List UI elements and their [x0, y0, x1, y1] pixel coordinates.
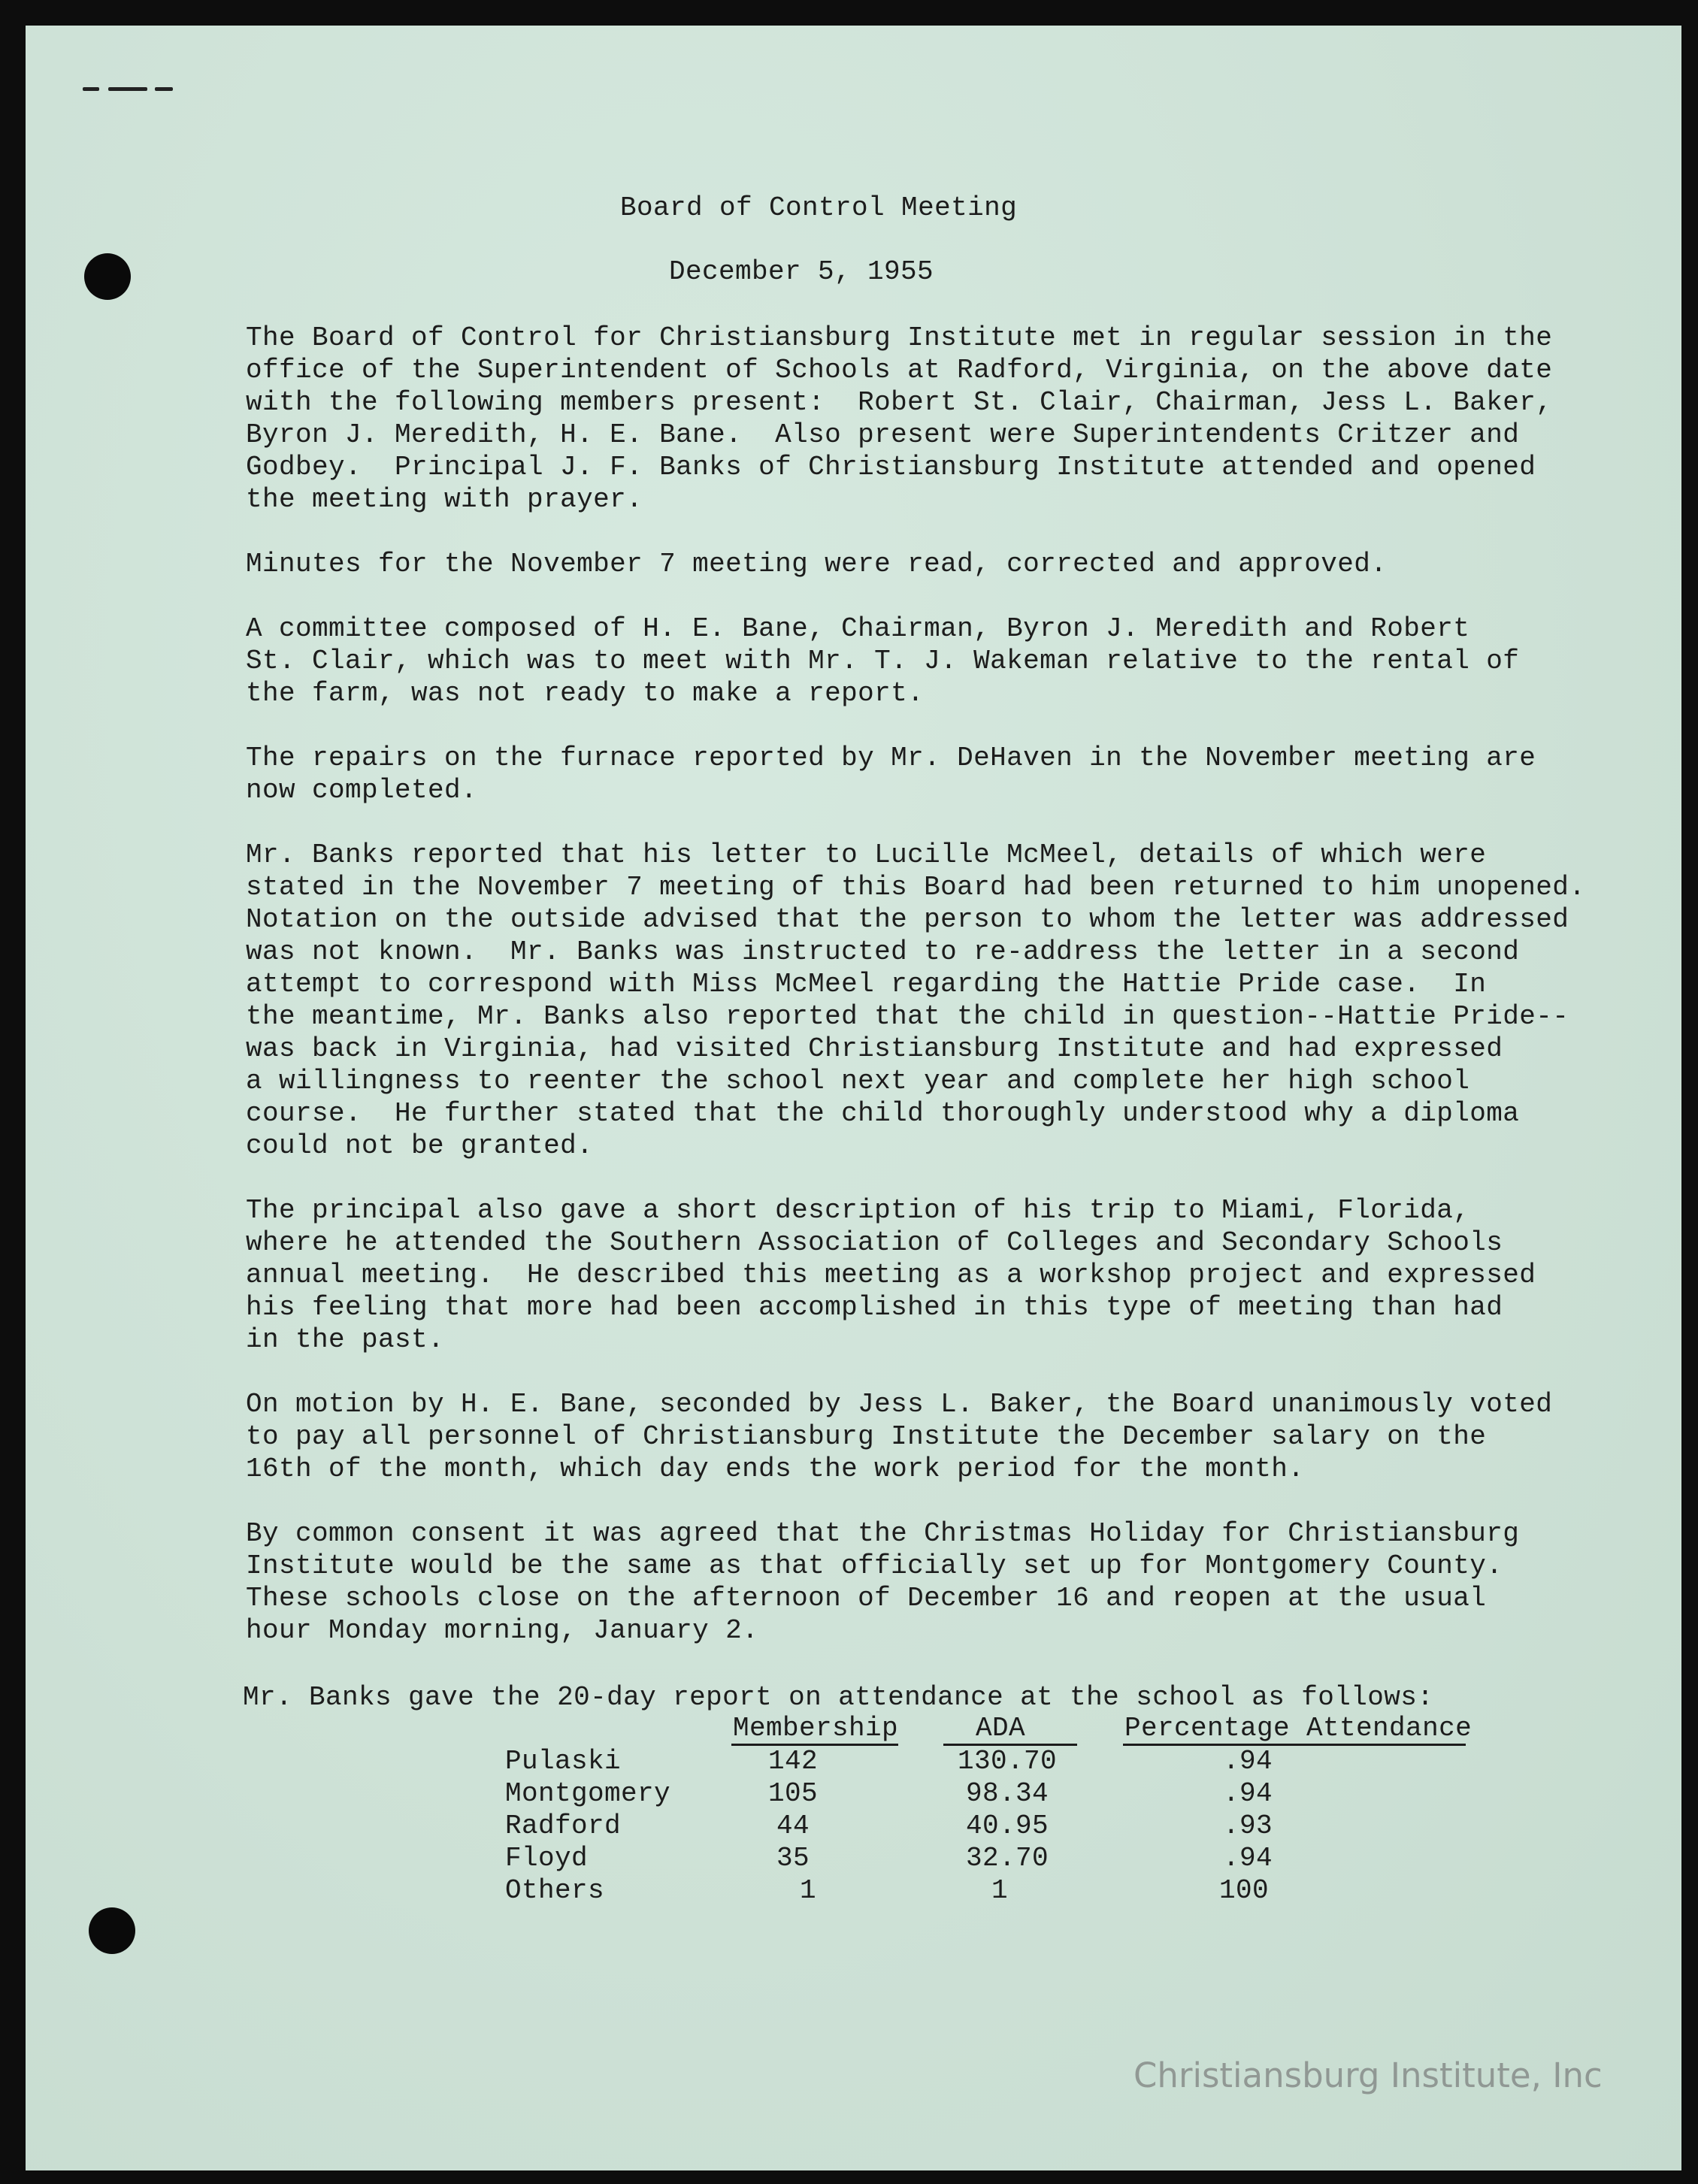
text-line: hour Monday morning, January 2.	[246, 1615, 759, 1646]
text-line: attempt to correspond with Miss McMeel regarding the Hattie Pride case. In	[246, 969, 1487, 1000]
ink-mark	[83, 87, 188, 95]
percentage-cell: .93	[1222, 1810, 1273, 1841]
paragraph	[246, 839, 1586, 1162]
header-percentage: Percentage Attendance	[1124, 1713, 1473, 1744]
text-line: annual meeting. He described this meeting as a workshop project and expressed	[246, 1260, 1536, 1290]
watermark: Christiansburg Institute, Inc	[1134, 2055, 1603, 2095]
text-line: Godbey. Principal J. F. Banks of Christiansburg Institute attended and opened	[246, 452, 1536, 482]
membership-cell: 44	[776, 1810, 810, 1841]
text-line: The principal also gave a short description of his trip to Miami, Florida,	[246, 1195, 1470, 1226]
text-line: St. Clair, which was to meet with Mr. T. J. Wakeman relative to the rental of	[246, 646, 1520, 676]
text-line: A committee composed of H. E. Bane, Chairman, Byron J. Meredith and Robert	[246, 613, 1470, 644]
text-line: These schools close on the afternoon of December 16 and reopen at the usual	[246, 1583, 1487, 1614]
text-line: Notation on the outside advised that the person to whom the letter was addressed	[246, 904, 1569, 935]
ada-cell: 40.95	[965, 1810, 1049, 1841]
punch-hole-bottom	[89, 1907, 135, 1954]
text-line: Byron J. Meredith, H. E. Bane. Also present were Superintendents Critzer and	[246, 419, 1520, 450]
text-line: could not be granted.	[246, 1130, 594, 1161]
text-line: On motion by H. E. Bane, seconded by Jess L. Baker, the Board unanimously voted	[246, 1389, 1553, 1420]
membership-cell: 1	[799, 1875, 816, 1906]
header-membership: Membership	[733, 1713, 899, 1744]
paragraph	[246, 322, 1569, 516]
text-line: with the following members present: Robert St. Clair, Chairman, Jess L. Baker,	[246, 387, 1553, 418]
percentage-cell: .94	[1222, 1843, 1273, 1874]
text-line: the meantime, Mr. Banks also reported that the child in question--Hattie Pride--	[246, 1001, 1569, 1032]
text-line: 16th of the month, which day ends the work period for the month.	[246, 1453, 1305, 1484]
text-line: in the past.	[246, 1324, 445, 1355]
text-line: Minutes for the November 7 meeting were read, corrected and approved.	[246, 549, 1388, 579]
text-line: course. He further stated that the child thoroughly understood why a diploma	[246, 1098, 1520, 1129]
minutes-body	[246, 322, 1586, 1679]
document-date: December 5, 1955	[669, 256, 934, 287]
paragraph	[246, 1388, 1569, 1485]
text-line: his feeling that more had been accomplished in this type of meeting than had	[246, 1292, 1503, 1323]
county-cell: Floyd	[505, 1843, 589, 1874]
text-line: stated in the November 7 meeting of this Board had been returned to him unopened.	[246, 872, 1586, 903]
county-cell: Montgomery	[505, 1778, 671, 1809]
paragraph	[246, 1517, 1569, 1647]
text-line: to pay all personnel of Christiansburg Institute the December salary on the	[246, 1421, 1487, 1452]
paragraph	[246, 548, 1569, 580]
text-line: where he attended the Southern Association of Colleges and Secondary Schools	[246, 1227, 1503, 1258]
ada-cell: 32.70	[965, 1843, 1049, 1874]
ada-cell: 98.34	[965, 1778, 1049, 1809]
text-line: The repairs on the furnace reported by Mr. DeHaven in the November meeting are	[246, 743, 1536, 773]
punch-hole-top	[84, 253, 131, 300]
text-line: was back in Virginia, had visited Christiansburg Institute and had expressed	[246, 1033, 1503, 1064]
text-line: By common consent it was agreed that the Christmas Holiday for Christiansburg	[246, 1518, 1520, 1549]
county-cell: Others	[505, 1875, 605, 1906]
membership-cell: 142	[767, 1746, 818, 1777]
attendance-intro: Mr. Banks gave the 20-day report on attendance at the school as follows:	[243, 1682, 1434, 1713]
percentage-cell: 100	[1218, 1875, 1269, 1906]
text-line: Institute would be the same as that officially set up for Montgomery County.	[246, 1550, 1503, 1581]
ada-cell: 130.70	[957, 1746, 1058, 1777]
membership-cell: 105	[767, 1778, 818, 1809]
text-line: Mr. Banks reported that his letter to Lucille McMeel, details of which were	[246, 839, 1487, 870]
membership-cell: 35	[776, 1843, 810, 1874]
county-cell: Pulaski	[505, 1746, 622, 1777]
paragraph	[246, 613, 1569, 709]
percentage-cell: .94	[1222, 1746, 1273, 1777]
text-line: The Board of Control for Christiansburg Institute met in regular session in the	[246, 322, 1553, 353]
ada-cell: 1	[991, 1875, 1008, 1906]
document-title: Board of Control Meeting	[620, 192, 1018, 223]
text-line: a willingness to reenter the school next year and complete her high school	[246, 1066, 1470, 1097]
text-line: office of the Superintendent of Schools at Radford, Virginia, on the above date	[246, 355, 1553, 386]
county-cell: Radford	[505, 1810, 622, 1841]
text-line: now completed.	[246, 775, 478, 806]
text-line: the meeting with prayer.	[246, 484, 643, 515]
paragraph	[246, 1194, 1569, 1356]
header-ada: ADA	[976, 1713, 1026, 1744]
text-line: the farm, was not ready to make a report.	[246, 678, 925, 709]
text-line: was not known. Mr. Banks was instructed to re-address the letter in a second	[246, 936, 1520, 967]
paragraph	[246, 742, 1569, 806]
percentage-cell: .94	[1222, 1778, 1273, 1809]
header-underline	[1123, 1744, 1466, 1746]
